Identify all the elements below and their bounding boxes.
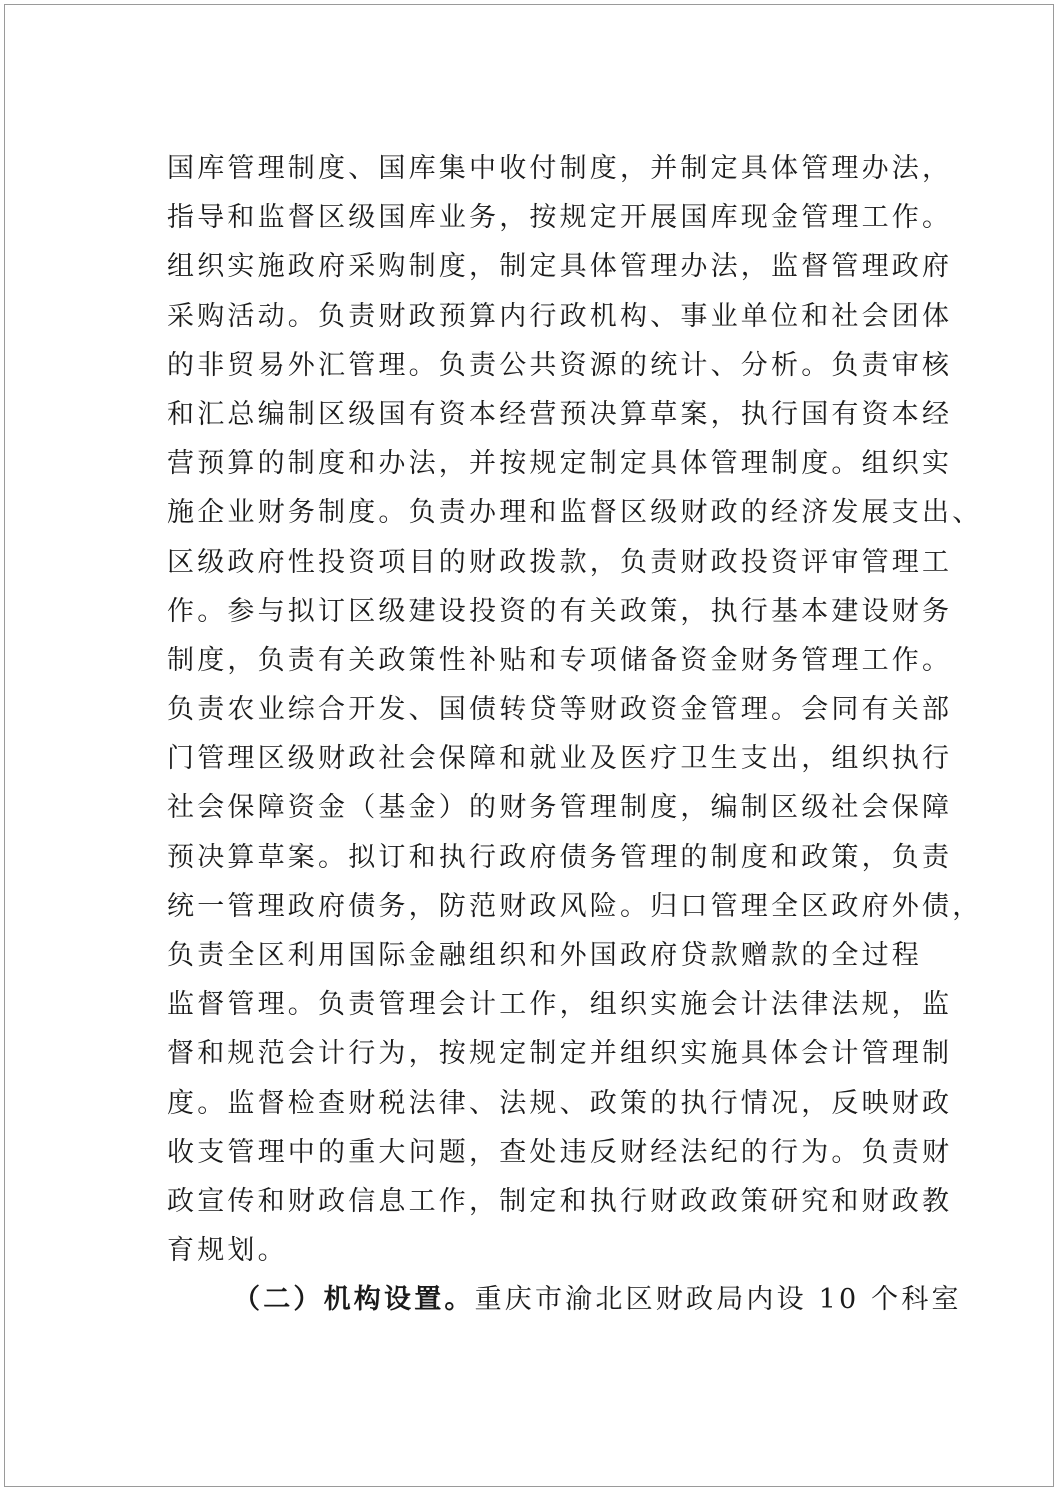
paragraph-line: 营预算的制度和办法，并按规定制定具体管理制度。组织实 <box>167 448 953 480</box>
paragraph-line: 组织实施政府采购制度，制定具体管理办法，监督管理政府 <box>167 251 953 283</box>
paragraph-line: 指导和监督区级国库业务，按规定开展国库现金管理工作。 <box>167 202 953 234</box>
paragraph-line: 统一管理政府债务，防范财政风险。归口管理全区政府外债， <box>167 890 983 922</box>
paragraph-line: 度。监督检查财税法律、法规、政策的执行情况，反映财政 <box>167 1087 953 1119</box>
paragraph-line: 施企业财务制度。负责办理和监督区级财政的经济发展支出、 <box>167 497 983 529</box>
paragraph-line: 门管理区级财政社会保障和就业及医疗卫生支出，组织执行 <box>167 743 953 775</box>
paragraph-line: 和汇总编制区级国有资本经营预决算草案，执行国有资本经 <box>167 398 953 430</box>
paragraph-line: 负责全区利用国际金融组织和外国政府贷款赠款的全过程 <box>167 940 922 971</box>
paragraph-line: 采购活动。负责财政预算内行政机构、事业单位和社会团体 <box>167 300 953 332</box>
paragraph-line: 作。参与拟订区级建设投资的有关政策，执行基本建设财务 <box>167 595 953 627</box>
paragraph-line: 区级政府性投资项目的财政拨款，负责财政投资评审管理工 <box>167 546 953 578</box>
paragraph-line: 督和规范会计行为，按规定制定并组织实施具体会计管理制 <box>167 1038 953 1070</box>
paragraph-line: 监督管理。负责管理会计工作，组织实施会计法律法规，监 <box>167 989 953 1021</box>
paragraph-line: 预决算草案。拟订和执行政府债务管理的制度和政策，负责 <box>167 841 953 873</box>
paragraph-line: 负责农业综合开发、国债转贷等财政资金管理。会同有关部 <box>167 694 953 726</box>
paragraph-line: 的非贸易外汇管理。负责公共资源的统计、分析。负责审核 <box>167 349 953 381</box>
paragraph-line: 政宣传和财政信息工作，制定和执行财政政策研究和财政教 <box>167 1185 953 1217</box>
document-page <box>4 4 1054 1487</box>
paragraph-line: 制度，负责有关政策性补贴和专项储备资金财务管理工作。 <box>167 644 953 676</box>
paragraph-line: 国库管理制度、国库集中收付制度，并制定具体管理办法， <box>167 153 953 184</box>
paragraph-line: 社会保障资金（基金）的财务管理制度，编制区级社会保障 <box>167 792 953 824</box>
section-heading-line <box>167 1275 962 1324</box>
paragraph-line: 收支管理中的重大问题，查处违反财经法纪的行为。负责财 <box>167 1136 953 1168</box>
section-heading: （二）机构设置。 <box>233 1284 475 1316</box>
section-heading-text: 重庆市渝北区财政局内设 10 个科室 <box>474 1284 962 1316</box>
document-body <box>167 144 983 1325</box>
paragraph-line: 育规划。 <box>167 1235 288 1267</box>
